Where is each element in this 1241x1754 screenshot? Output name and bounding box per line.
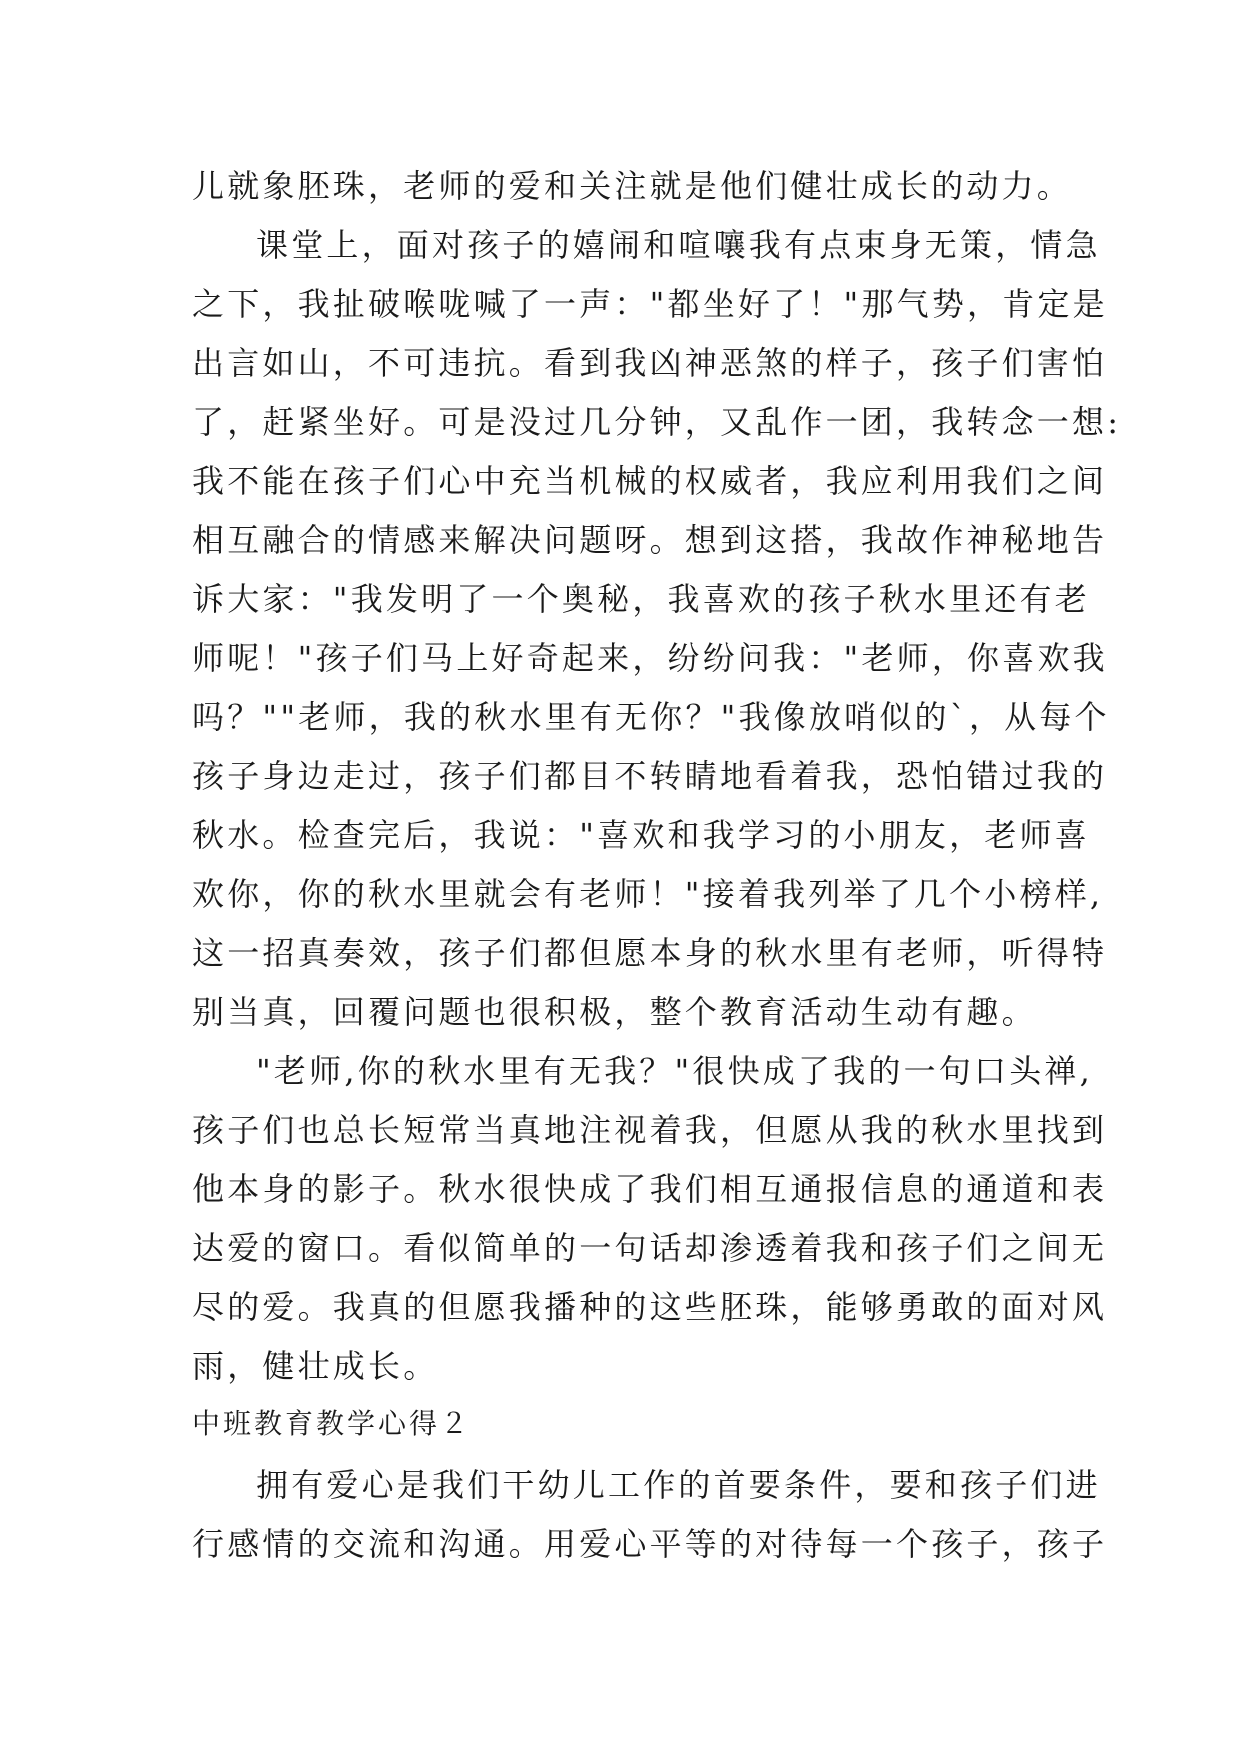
- text-line: 诉大家："我发明了一个奥秘，我喜欢的孩子秋水里还有老: [192, 580, 1090, 618]
- text-line: 达爱的窗口。看似简单的一句话却渗透着我和孩子们之间无: [192, 1229, 1108, 1267]
- text-line: 行感情的交流和沟通。用爱心平等的对待每一个孩子，孩子: [192, 1525, 1108, 1563]
- text-line: 孩子身边走过，孩子们都目不转睛地看着我，恐怕错过我的: [192, 757, 1108, 795]
- text-line: 课堂上，面对孩子的嬉闹和喧嚷我有点束身无策，情急: [256, 226, 1101, 264]
- text-line: 我不能在孩子们心中充当机械的权威者，我应利用我们之间: [192, 462, 1108, 500]
- text-line: 吗？""老师，我的秋水里有无你？"我像放哨似的`，从每个: [192, 698, 1110, 736]
- text-line: 别当真，回覆问题也很积极，整个教育活动生动有趣。: [192, 993, 1037, 1031]
- text-line: 尽的爱。我真的但愿我播种的这些胚珠，能够勇敢的面对风: [192, 1288, 1108, 1326]
- text-line: 师呢！"孩子们马上好奇起来，纷纷问我："老师，你喜欢我: [192, 639, 1108, 677]
- text-line: 拥有爱心是我们干幼儿工作的首要条件，要和孩子们进: [256, 1466, 1101, 1504]
- text-line: 了，赶紧坐好。可是没过几分钟，又乱作一团，我转念一想:: [192, 403, 1122, 441]
- text-line: 相互融合的情感来解决问题呀。想到这搭，我故作神秘地告: [192, 521, 1108, 559]
- text-line: 这一招真奏效，孩子们都但愿本身的秋水里有老师，听得特: [192, 934, 1108, 972]
- section-heading: 中班教育教学心得２: [192, 1407, 472, 1440]
- text-line: 雨，健壮成长。: [192, 1347, 439, 1385]
- text-line: 孩子们也总长短常当真地注视着我，但愿从我的秋水里找到: [192, 1111, 1108, 1149]
- text-line: 儿就象胚珠，老师的爱和关注就是他们健壮成长的动力。: [192, 167, 1073, 205]
- text-line: "老师,你的秋水里有无我？"很快成了我的一句口头禅,: [256, 1052, 1093, 1090]
- text-line: 之下，我扯破喉咙喊了一声："都坐好了！"那气势，肯定是: [192, 285, 1108, 323]
- text-line: 他本身的影子。秋水很快成了我们相互通报信息的通道和表: [192, 1170, 1108, 1208]
- text-line: 秋水。检查完后，我说："喜欢和我学习的小朋友，老师喜: [192, 816, 1090, 854]
- text-line: 欢你，你的秋水里就会有老师！"接着我列举了几个小榜样,: [192, 875, 1104, 913]
- text-line: 出言如山，不可违抗。看到我凶神恶煞的样子，孩子们害怕: [192, 344, 1108, 382]
